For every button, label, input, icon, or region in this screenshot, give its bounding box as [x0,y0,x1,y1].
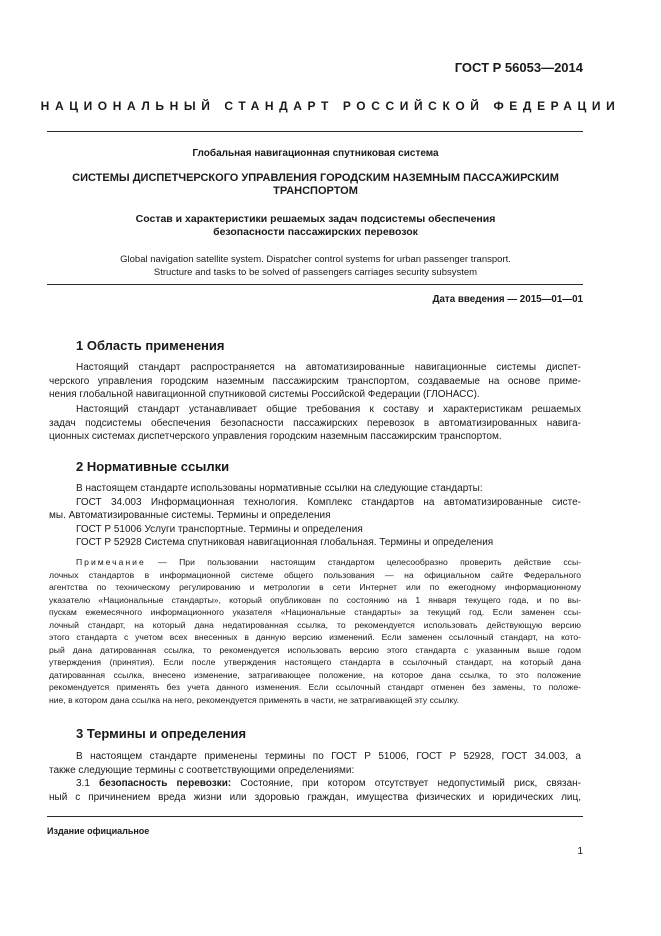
text-line: мы. Автоматизированные системы. Термины и определения [49,510,331,522]
title-subtitle [60,213,571,239]
reference-gost-r-51006: ГОСТ Р 51006 Услуги транспортные. Термины и определения [76,523,363,535]
term-number: 3.1 [76,778,90,790]
section3-body [49,750,581,804]
official-edition-label: Издание официальное [47,826,150,836]
document-number: ГОСТ Р 56053—2014 [454,60,583,75]
footer-rule [47,816,583,817]
note-line: этого стандарта с учетом всех внесенных в данную версию изменений. Если заменен ссылочный стандарт, на кото- [49,632,581,642]
note-line: рекомендуется применять без учета данного изменения. Если ссылочный стандарт отменен без замены, то положе- [49,682,581,692]
term-3-1-line1 [49,777,581,791]
text-line: В настоящем стандарте использованы нормативные ссылки на следующие стандарты: [76,483,483,494]
section2-references [49,482,581,550]
title-english-line2: Structure and tasks to be solved of passengers carriages security subsystem [153,266,478,278]
section1-heading: 1 Область применения [76,338,225,353]
title-main [60,172,571,198]
text-line: черского управления городским наземным пассажирским транспортом, создаваемые на основе приме- [49,375,581,387]
title-series: Глобальная навигационная спутниковая система [192,148,439,159]
national-standard-banner: НАЦИОНАЛЬНЫЙ СТАНДАРТ РОССИЙСКОЙ ФЕДЕРАЦИИ [40,99,621,113]
note-line: лочный стандарт, на который дана недатированная ссылка, то рекомендуется использовать действующую версию [49,619,581,630]
header-rule [47,131,583,132]
text-line: задач подсистемы обеспечения безопасности пассажирских перевозок в автоматизированных навига- [49,417,581,429]
section2-heading: 2 Нормативные ссылки [76,459,230,474]
subtitle-line2: безопасности пассажирских перевозок [213,226,418,238]
text-line: также следующие термины с соответствующими определениями: [49,764,355,776]
page-number: 1 [577,846,583,857]
note-line: датированная ссылка, внесено изменение, затрагивающее положение, на которое дана ссылка, то это положение [49,669,581,680]
text-line: В настоящем стандарте применены термины по ГОСТ Р 51006, ГОСТ Р 52928, ГОСТ 34.003, а [76,751,581,762]
title-english [60,254,571,279]
term-definition-start: Состояние, при котором отсутствует недопустимый риск, связан- [231,778,581,790]
note-first-text: — При пользовании настоящим стандартом целесообразно проверить действие ссы- [145,557,581,567]
section2-note [49,556,581,706]
note-line: лочных стандартов в информационной системе общего пользования — на официальном сайте Федерального [49,569,581,580]
note-label: Примечание [76,557,146,567]
note-line: рый дана датированная ссылка, то рекомендуется использовать версию этого стандарта с указанным выше годом [49,644,581,655]
reference-gost-r-52928: ГОСТ Р 52928 Система спутниковая навигационная глобальная. Термины и определения [76,537,494,549]
note-line: ние, в котором дана ссылка на него, рекомендуется применять в части, не затрагивающей эту ссылку. [49,694,460,705]
reference-gost-34-003: ГОСТ 34.003 Информационная технология. Комплекс стандартов на автоматизированные систе- [76,496,581,508]
note-first-line [49,556,581,569]
note-line: утверждения (принятия). Если после утверждения настоящего стандарта в ссылочный стандарт, на который дана [49,657,581,667]
text-line: ционных системах диспетчерского управления городским наземным пассажирским транспортом. [49,431,502,443]
text-line: Настоящий стандарт распространяется на автоматизированные навигационные системы диспет- [76,362,581,373]
term-3-1-line2: ный с причинением вреда жизни или здоровью граждан, имущества физических и юридических лиц, [49,791,581,803]
section3-heading: 3 Термины и определения [76,726,247,741]
title-main-line2: ТРАНСПОРТОМ [273,185,358,197]
title-rule [47,284,583,285]
text-line: Настоящий стандарт устанавливает общие требования к составу и характеристикам решаемых [76,404,581,415]
title-english-line1: Global navigation satellite system. Dispatcher control systems for urban passenger transport. [120,254,511,265]
term-name: безопасность перевозки: [99,778,232,790]
text-line: нения глобальной навигационной спутниковой системы Российской Федерации (ГЛОНАСС). [49,389,480,401]
introduction-date: Дата введения — 2015—01—01 [432,294,583,305]
section1-paragraph2 [49,403,581,444]
note-line: агентства по техническому регулированию и метрологии в сети Интернет или по ежегодному информационному [49,582,581,592]
note-line: пускам ежемесячного информационного указателя «Национальные стандарты» за текущий год. Если заменен ссы- [49,607,581,617]
subtitle-line1: Состав и характеристики решаемых задач подсистемы обеспечения [135,213,496,225]
section1-paragraph1 [49,361,581,402]
title-main-line1: СИСТЕМЫ ДИСПЕТЧЕРСКОГО УПРАВЛЕНИЯ ГОРОДСКИМ НАЗЕМНЫМ ПАССАЖИРСКИМ [72,172,559,184]
note-line: указателю «Национальные стандарты», который опубликован по состоянию на 1 января текущего года, и по вы- [49,594,581,605]
